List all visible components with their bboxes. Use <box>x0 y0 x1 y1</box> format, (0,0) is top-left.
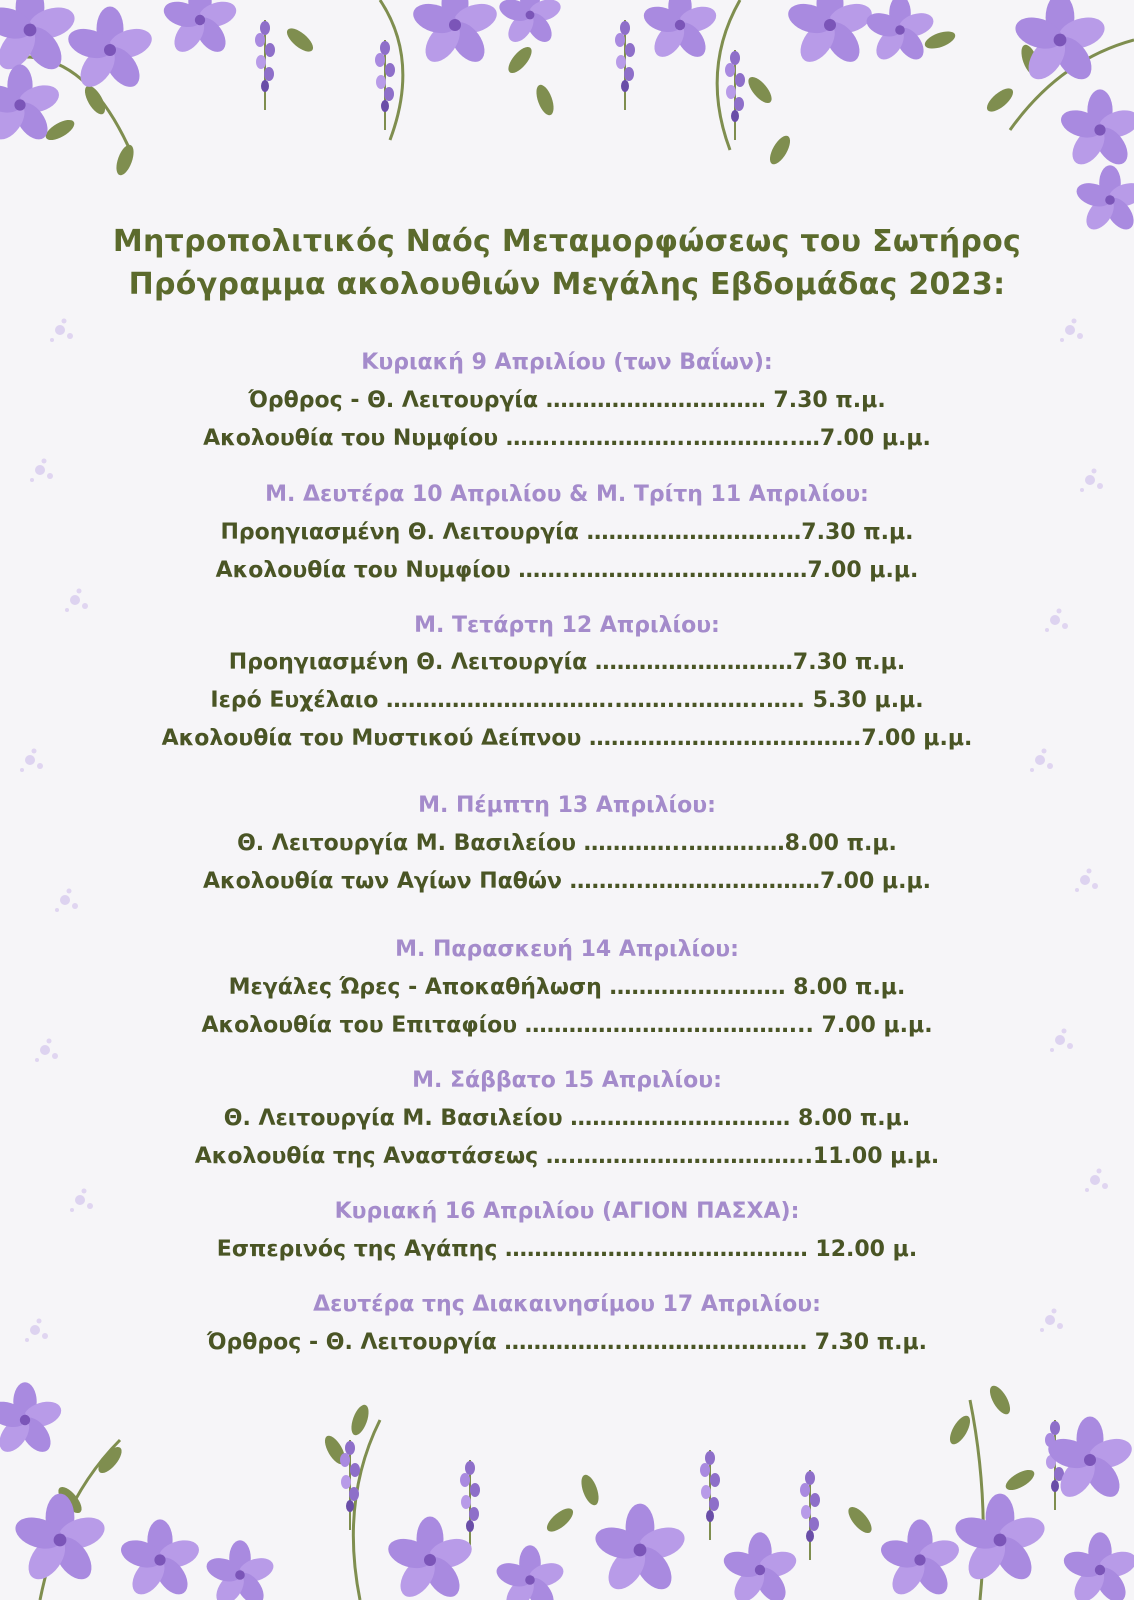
day-heading: Κυριακή 16 Απριλίου (ΑΓΙΟΝ ΠΑΣΧΑ): <box>334 1199 800 1224</box>
day-heading: Μ. Πέμπτη 13 Απριλίου: <box>418 793 716 818</box>
service-line: Ακολουθία του Μυστικού Δείπνου ……………………………….7.00 μ.μ. <box>161 726 973 751</box>
schedule-title: Πρόγραμμα ακολουθιών Μεγάλης Εβδομάδας 2023: <box>128 267 1006 302</box>
service-line: Θ. Λειτουργία Μ. Βασιλείου ………………………… 8.00 π.μ. <box>223 1106 911 1131</box>
day-heading: Μ. Τετάρτη 12 Απριλίου: <box>414 613 720 638</box>
day-heading: Μ. Παρασκευή 14 Απριλίου: <box>395 937 739 962</box>
service-line: Εσπερινός της Αγάπης ………………..………………… 12.00 μ. <box>216 1237 918 1262</box>
service-line: Ιερό Ευχέλαιο …………………………..……..………..….. 5.30 μ.μ. <box>210 688 924 713</box>
service-line: Ακολουθία του Επιταφίου ………………………………... 7.00 μ.μ. <box>201 1013 933 1038</box>
service-line: Όρθρος - Θ. Λειτουργία ……………..…………………… 7.30 π.μ. <box>206 1330 928 1355</box>
service-line: Όρθρος - Θ. Λειτουργία ………………………… 7.30 π.μ. <box>248 388 886 413</box>
service-line: Προηγιασμένη Θ. Λειτουργία ………………………7.30 π.μ. <box>228 650 906 675</box>
service-line: Ακολουθία του Νυμφίου ……..……………………….…7.00 μ.μ. <box>215 558 919 583</box>
day-heading: Μ. Δευτέρα 10 Απριλίου & Μ. Τρίτη 11 Απριλίου: <box>265 482 869 507</box>
day-heading: Δευτέρα της Διακαινησίμου 17 Απριλίου: <box>313 1292 821 1317</box>
service-line: Μεγάλες Ώρες - Αποκαθήλωση …………………… 8.00 π.μ. <box>228 975 906 1000</box>
service-line: Προηγιασμένη Θ. Λειτουργία ……………………..…7.30 π.μ. <box>220 520 914 545</box>
church-title: Μητροπολιτικός Ναός Μεταμορφώσεως του Σωτήρος <box>112 224 1022 259</box>
day-heading: Μ. Σάββατο 15 Απριλίου: <box>412 1068 722 1093</box>
day-heading: Κυριακή 9 Απριλίου (των Βαΐων): <box>361 350 773 375</box>
service-line: Ακολουθία του Νυμφίου ……..……………..…………..…7.00 μ.μ. <box>203 426 931 451</box>
service-line: Ακολουθία της Αναστάσεως ….…………………………..11.00 μ.μ. <box>194 1144 940 1169</box>
service-line: Ακολουθία των Αγίων Παθών ……….……………………7.00 μ.μ. <box>202 869 932 894</box>
service-line: Θ. Λειτουργία Μ. Βασιλείου …………..……….…8.00 π.μ. <box>237 831 897 856</box>
